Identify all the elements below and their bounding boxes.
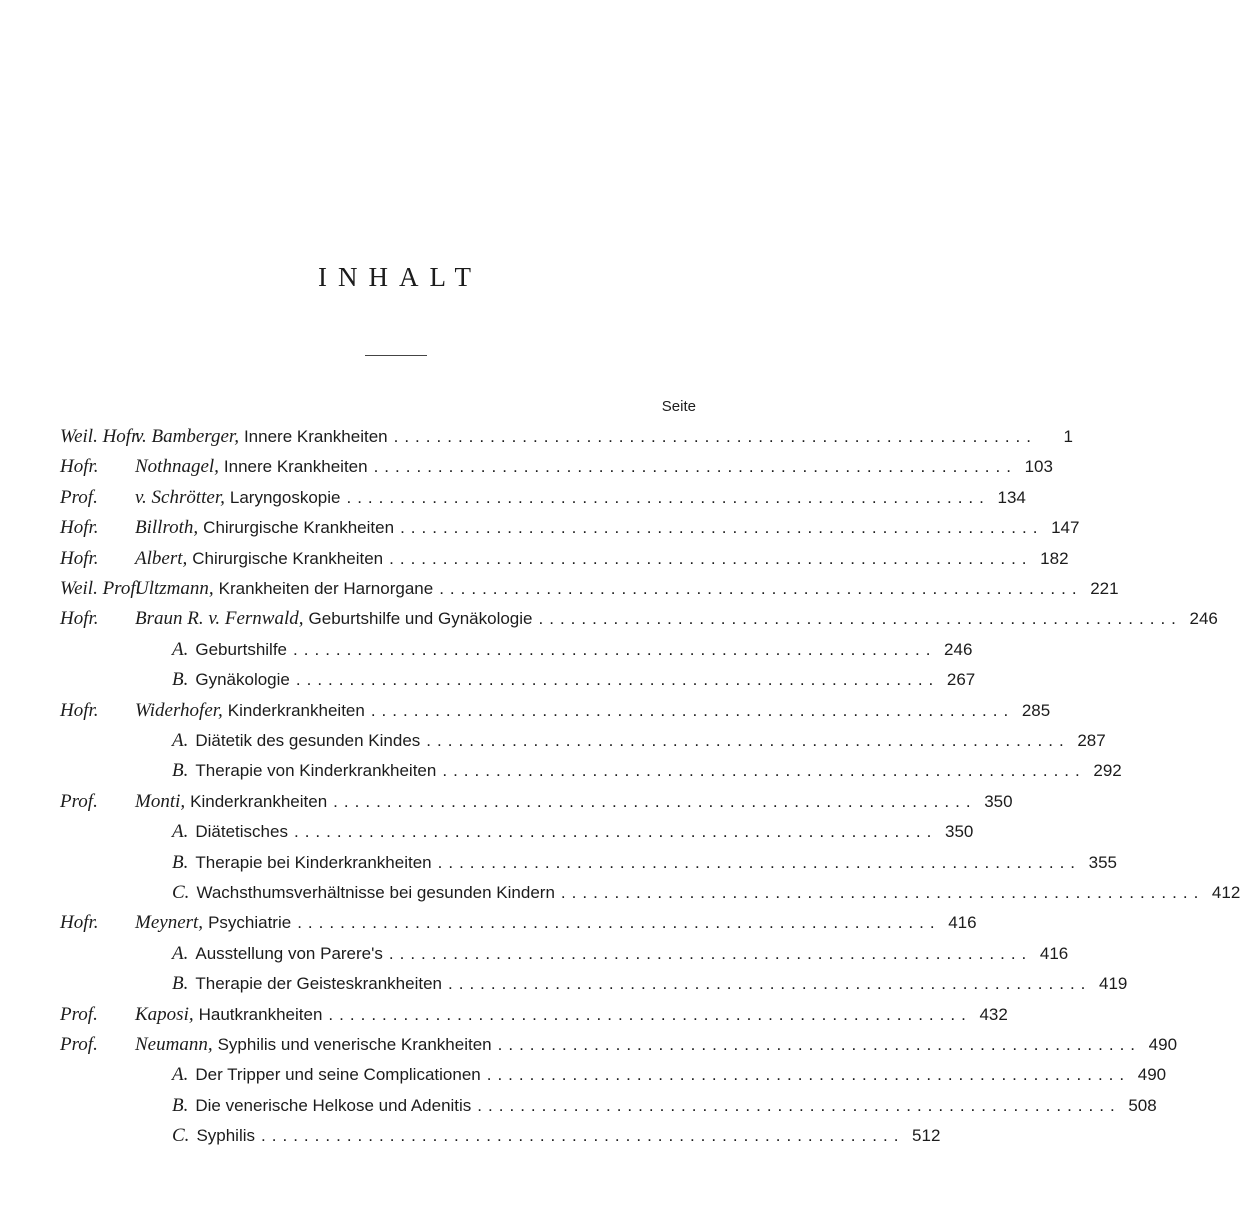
dot-leader: ............................................................ — [297, 913, 941, 933]
toc-subentry — [0, 878, 1240, 908]
section-letter: A. — [172, 730, 189, 751]
toc-subentry — [0, 1060, 1167, 1090]
entry-author: v. Bamberger, — [135, 426, 239, 447]
page-number: 490 — [1148, 1035, 1178, 1054]
entry-line — [172, 635, 973, 665]
dot-leader: ............................................................ — [486, 1065, 1131, 1085]
dot-leader: ............................................................ — [393, 427, 1037, 446]
dot-leader: ............................................................ — [295, 670, 940, 690]
entry-line — [172, 1091, 1157, 1121]
entry-line — [135, 574, 1119, 604]
page-number: 432 — [979, 1004, 1008, 1024]
toc-subentry — [0, 726, 1106, 756]
section-letter: A. — [172, 1064, 189, 1086]
entry-author: Meynert, — [135, 912, 204, 934]
toc-entry — [0, 513, 1080, 543]
page-number: 350 — [984, 791, 1013, 811]
page-number: 512 — [912, 1126, 941, 1146]
toc-subentry — [0, 969, 1128, 999]
section-letter: B. — [172, 851, 189, 873]
entry-title-prefix: Weil. Hofr. — [60, 426, 142, 447]
dot-leader: ............................................................ — [328, 1004, 972, 1024]
section-letter: C. — [172, 1125, 190, 1147]
entry-subject: Wachsthumsverhältnisse bei gesunden Kindern — [196, 883, 555, 902]
page-number: 1 — [1063, 427, 1073, 446]
page-number: 182 — [1040, 548, 1069, 568]
toc-subentry — [0, 1091, 1157, 1121]
entry-title-prefix: Hofr. — [60, 456, 99, 478]
entry-subject: Hautkrankheiten — [198, 1004, 323, 1024]
page-number: 221 — [1090, 579, 1119, 598]
entry-line — [135, 1030, 1178, 1060]
dot-leader: ............................................................ — [346, 487, 990, 507]
page-number: 267 — [946, 670, 976, 690]
entry-subject: Ausstellung von Parere's — [195, 943, 383, 963]
entry-line — [172, 878, 1240, 908]
entry-subject: Innere Krankheiten — [223, 457, 368, 477]
page-number: 355 — [1088, 852, 1118, 872]
entry-author: Albert, — [135, 547, 188, 569]
entry-subject: Chirurgische Krankheiten — [192, 548, 384, 568]
entry-author: Braun R. v. Fernwald, — [135, 608, 304, 630]
entry-title-prefix: Prof. — [60, 486, 98, 508]
title-divider — [365, 355, 427, 356]
toc-subentry — [0, 665, 976, 695]
entry-subject: Der Tripper und seine Complicationen — [195, 1065, 481, 1085]
entry-line — [172, 665, 976, 695]
entry-author: Monti, — [135, 790, 186, 812]
page-number: 134 — [997, 487, 1026, 507]
toc-entry — [0, 1030, 1178, 1060]
entry-subject: Kinderkrankheiten — [190, 791, 328, 811]
entry-line — [172, 817, 974, 847]
entry-author: Kaposi, — [135, 1003, 194, 1025]
toc-entry — [0, 1000, 1008, 1030]
toc-entry — [0, 483, 1026, 513]
entry-line — [135, 696, 1051, 726]
entry-subject: Syphilis und venerische Krankheiten — [217, 1035, 492, 1054]
page-number: 246 — [944, 639, 973, 659]
entry-subject: Diätetisches — [195, 822, 288, 842]
page-number: 416 — [948, 913, 977, 933]
dot-leader: ............................................................ — [437, 852, 1082, 872]
toc-entry — [0, 452, 1053, 482]
entry-author: Billroth, — [135, 517, 199, 539]
entry-line — [172, 969, 1128, 999]
toc-entry — [0, 544, 1069, 574]
entry-line — [135, 604, 1218, 634]
entry-subject: Syphilis — [196, 1126, 256, 1146]
section-letter: A. — [172, 821, 189, 843]
entry-line — [172, 1060, 1167, 1090]
entry-subject: Gynäkologie — [195, 670, 290, 690]
entry-line — [172, 726, 1106, 756]
entry-subject: Therapie von Kinderkrankheiten — [195, 761, 437, 781]
dot-leader: ............................................................ — [370, 700, 1015, 720]
page-number: 416 — [1039, 943, 1069, 963]
dot-leader: ............................................................ — [439, 579, 1083, 598]
page-number: 412 — [1211, 883, 1240, 902]
entry-title-prefix: Weil. Prof. — [60, 578, 141, 599]
entry-line — [135, 544, 1069, 574]
toc-entry — [0, 908, 977, 938]
entry-subject: Therapie der Geisteskrankheiten — [195, 974, 442, 994]
entry-line — [172, 756, 1122, 786]
page-number: 350 — [944, 822, 974, 842]
entry-title-prefix: Hofr. — [60, 912, 99, 934]
section-letter: A. — [172, 942, 189, 964]
page-column-label: Seite — [661, 398, 696, 415]
toc-subentry — [0, 635, 973, 665]
toc-subentry — [0, 1121, 941, 1151]
entry-title-prefix: Prof. — [60, 1034, 98, 1055]
dot-leader: ............................................................ — [560, 883, 1205, 902]
section-letter: A. — [172, 638, 189, 660]
entry-title-prefix: Hofr. — [60, 547, 99, 569]
dot-leader: ............................................................ — [442, 761, 1086, 781]
entry-author: Widerhofer, — [135, 699, 223, 721]
entry-line — [172, 939, 1069, 969]
entry-subject: Innere Krankheiten — [243, 427, 388, 446]
dot-leader: ............................................................ — [333, 791, 977, 811]
dot-leader: ............................................................ — [373, 457, 1017, 477]
entry-subject: Chirurgische Krankheiten — [203, 518, 395, 538]
entry-line — [135, 452, 1053, 482]
page-title: INHALT — [318, 262, 482, 292]
dot-leader: ............................................................ — [293, 639, 937, 659]
dot-leader: ............................................................ — [388, 943, 1033, 963]
entry-subject: Kinderkrankheiten — [227, 700, 365, 720]
dot-leader: ............................................................ — [389, 548, 1033, 568]
toc-entry — [0, 422, 1073, 452]
entry-subject: Diätetik des gesunden Kindes — [195, 731, 421, 750]
entry-subject: Krankheiten der Harnorgane — [218, 579, 434, 598]
dot-leader: ............................................................ — [497, 1035, 1142, 1054]
entry-line — [135, 1000, 1008, 1030]
page-number: 246 — [1189, 609, 1218, 629]
entry-title-prefix: Hofr. — [60, 517, 99, 539]
entry-subject: Psychiatrie — [208, 913, 292, 933]
entry-subject: Geburtshilfe — [195, 639, 288, 659]
toc-entry — [0, 696, 1051, 726]
entry-subject: Geburtshilfe und Gynäkologie — [308, 609, 533, 629]
page-number: 508 — [1128, 1095, 1157, 1115]
dot-leader: ............................................................ — [448, 974, 1092, 994]
entry-title-prefix: Prof. — [60, 1003, 98, 1025]
entry-title-prefix: Hofr. — [60, 608, 99, 630]
page-number: 103 — [1024, 457, 1053, 477]
entry-subject: Laryngoskopie — [229, 487, 341, 507]
toc-subentry — [0, 817, 974, 847]
toc-subentry — [0, 756, 1122, 786]
section-letter: B. — [172, 973, 189, 995]
entry-subject: Therapie bei Kinderkrankheiten — [195, 852, 432, 872]
dot-leader: ............................................................ — [477, 1095, 1121, 1115]
toc-entry — [0, 787, 1013, 817]
entry-subject: Die venerische Helkose und Adenitis — [195, 1095, 472, 1115]
page-number: 287 — [1077, 731, 1106, 750]
entry-line — [135, 787, 1013, 817]
entry-author: v. Schrötter, — [135, 486, 225, 508]
page-number: 147 — [1051, 518, 1080, 538]
dot-leader: ............................................................ — [538, 609, 1182, 629]
entry-author: Neumann, — [135, 1034, 213, 1055]
page-number: 490 — [1137, 1065, 1167, 1085]
toc-entry — [0, 604, 1218, 634]
dot-leader: ............................................................ — [400, 518, 1044, 538]
entry-line — [135, 483, 1026, 513]
section-letter: B. — [172, 760, 189, 782]
entry-line — [135, 513, 1080, 543]
dot-leader: ............................................................ — [426, 731, 1070, 750]
entry-line — [172, 848, 1118, 878]
section-letter: C. — [172, 882, 190, 903]
toc-subentry — [0, 848, 1118, 878]
section-letter: B. — [172, 1094, 189, 1116]
section-letter: B. — [172, 669, 189, 691]
entry-line — [135, 908, 977, 938]
entry-title-prefix: Hofr. — [60, 699, 99, 721]
entry-author: Ultzmann, — [135, 578, 214, 599]
page-number: 292 — [1093, 761, 1122, 781]
page-number: 285 — [1021, 700, 1051, 720]
entry-line — [172, 1121, 941, 1151]
entry-line — [135, 422, 1073, 452]
entry-title-prefix: Prof. — [60, 790, 98, 812]
toc-subentry — [0, 939, 1069, 969]
dot-leader: ............................................................ — [293, 822, 938, 842]
page-number: 419 — [1099, 974, 1128, 994]
entry-author: Nothnagel, — [135, 456, 219, 478]
dot-leader: ............................................................ — [261, 1126, 905, 1146]
toc-entry — [0, 574, 1119, 604]
